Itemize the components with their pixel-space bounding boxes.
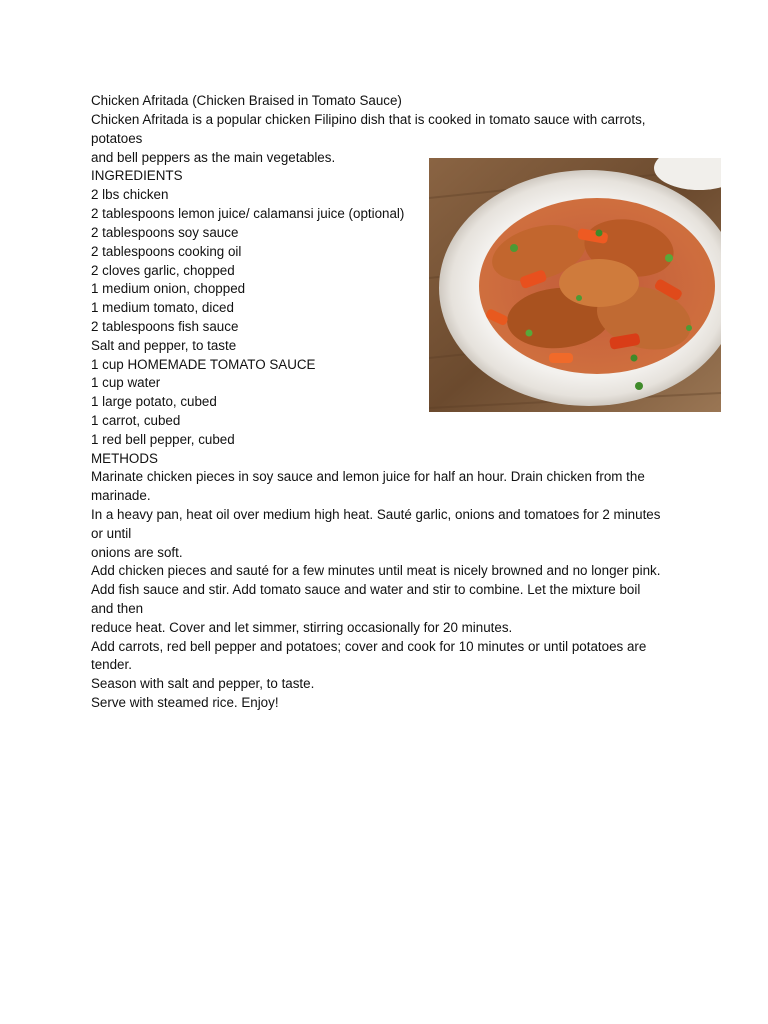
ingredient-item: 2 lbs chicken: [91, 187, 169, 202]
ingredients-heading: INGREDIENTS: [91, 168, 183, 183]
ingredient-item: 2 tablespoons fish sauce: [91, 319, 239, 334]
method-line: Add chicken pieces and sauté for a few minutes until meat is nicely browned and no longer pink.: [91, 563, 661, 578]
intro-line: potatoes: [91, 131, 143, 146]
ingredient-item: 2 tablespoons cooking oil: [91, 244, 242, 259]
method-line: tender.: [91, 657, 132, 672]
method-line: Season with salt and pepper, to taste.: [91, 676, 315, 691]
ingredient-item: 1 cup HOMEMADE TOMATO SAUCE: [91, 357, 316, 372]
ingredient-item: 1 cup water: [91, 375, 161, 390]
ingredient-item: 1 medium tomato, diced: [91, 300, 234, 315]
method-line: reduce heat. Cover and let simmer, stirring occasionally for 20 minutes.: [91, 620, 513, 635]
chicken-afritada-photo: [429, 158, 721, 412]
method-line: and then: [91, 601, 144, 616]
ingredient-item: 1 large potato, cubed: [91, 394, 217, 409]
method-line: onions are soft.: [91, 545, 183, 560]
ingredient-item: 1 medium onion, chopped: [91, 281, 246, 296]
method-line: Add carrots, red bell pepper and potatoes; cover and cook for 10 minutes or until potatoes are: [91, 639, 647, 654]
intro-line: Chicken Afritada is a popular chicken Filipino dish that is cooked in tomato sauce with carrots,: [91, 112, 646, 127]
method-line: Marinate chicken pieces in soy sauce and lemon juice for half an hour. Drain chicken from the: [91, 469, 645, 484]
ingredient-item: 1 carrot, cubed: [91, 413, 181, 428]
ingredient-item: 2 tablespoons soy sauce: [91, 225, 239, 240]
method-line: In a heavy pan, heat oil over medium high heat. Sauté garlic, onions and tomatoes for 2 minutes: [91, 507, 661, 522]
ingredient-item: 1 red bell pepper, cubed: [91, 432, 235, 447]
method-line: marinade.: [91, 488, 151, 503]
method-line: Serve with steamed rice. Enjoy!: [91, 695, 279, 710]
methods-heading: METHODS: [91, 451, 158, 466]
method-line: Add fish sauce and stir. Add tomato sauce and water and stir to combine. Let the mixture boil: [91, 582, 641, 597]
ingredient-item: 2 cloves garlic, chopped: [91, 263, 235, 278]
recipe-title: Chicken Afritada (Chicken Braised in Tomato Sauce): [91, 93, 402, 108]
method-line: or until: [91, 526, 132, 541]
ingredient-item: Salt and pepper, to taste: [91, 338, 237, 353]
ingredient-item: 2 tablespoons lemon juice/ calamansi juice (optional): [91, 206, 405, 221]
intro-line: and bell peppers as the main vegetables.: [91, 150, 336, 165]
